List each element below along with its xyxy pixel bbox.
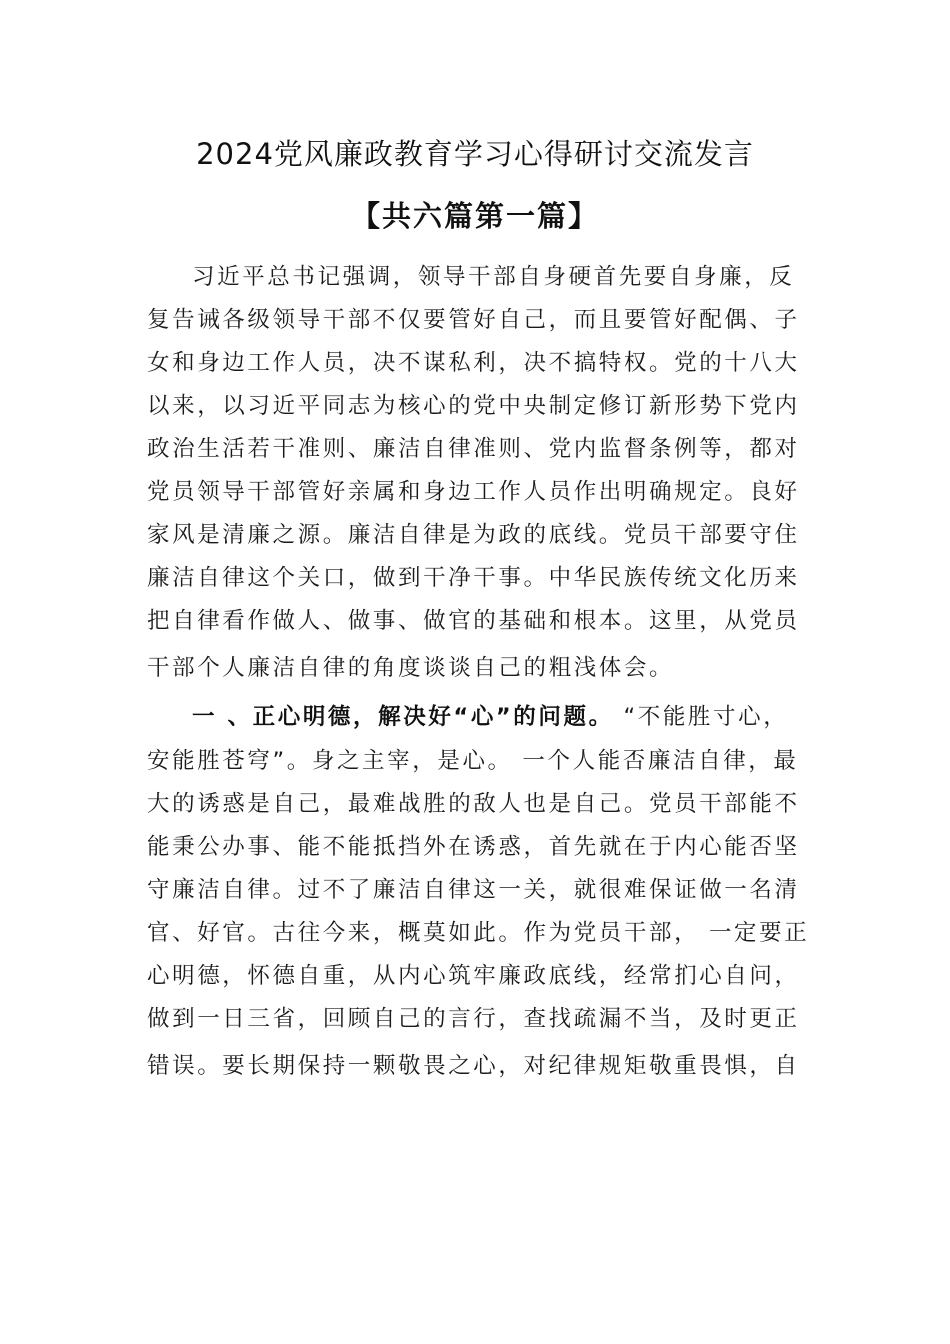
- paragraph-line: 以来，以习近平同志为核心的党中央制定修订新形势下党内: [147, 393, 800, 419]
- paragraph-line: 习近平总书记强调，领导干部自身硬首先要自身廉，反: [192, 264, 795, 290]
- paragraph-line: 复告诫各级领导干部不仅要管好自己，而且要管好配偶、子: [147, 307, 800, 333]
- paragraph-line: 党员领导干部管好亲属和身边工作人员作出明确规定。良好: [147, 479, 800, 505]
- paragraph-line: 错误。要长期保持一颗敬畏之心，对纪律规矩敬重畏惧，自: [147, 1053, 800, 1079]
- paragraph-line: 官、好官。古往今来，概莫如此。作为党员干部， 一定要正: [147, 920, 810, 946]
- section-heading-line: [192, 700, 788, 734]
- paragraph-line: 心明德，怀德自重，从内心筑牢廉政底线，经常扪心自问，: [147, 963, 800, 989]
- paragraph-line: 政治生活若干准则、廉洁自律准则、党内监督条例等，都对: [147, 436, 800, 462]
- paragraph-line: 把自律看作做人、做事、做官的基础和根本。这里，从党员: [147, 608, 800, 634]
- paragraph-line: 能秉公办事、能不能抵挡外在诱惑，首先就在于内心能否坚: [147, 834, 800, 860]
- paragraph-line: 安能胜苍穹”。身之主宰，是心。 一个人能否廉洁自律，最: [147, 748, 799, 774]
- paragraph-line: 守廉洁自律。过不了廉洁自律这一关，就很难保证做一名清: [147, 877, 800, 903]
- section-heading: 一 、正心明德，解决好“心”的问题。: [192, 704, 614, 730]
- paragraph-line: 大的诱惑是自己，最难战胜的敌人也是自己。党员干部能不: [147, 791, 800, 817]
- document-subtitle: 【共六篇第一篇】: [350, 199, 599, 233]
- paragraph-line: 廉洁自律这个关口，做到干净干事。中华民族传统文化历来: [147, 565, 800, 591]
- paragraph-line: 女和身边工作人员，决不谋私利，决不搞特权。党的十八大: [147, 350, 800, 376]
- document-title: 2024党风廉政教育学习心得研讨交流发言: [196, 137, 754, 171]
- paragraph-line: 干部个人廉洁自律的角度谈谈自己的粗浅体会。: [147, 655, 675, 681]
- section-heading-rest: “不能胜寸心，: [613, 704, 789, 730]
- paragraph-line: 家风是清廉之源。廉洁自律是为政的底线。党员干部要守住: [147, 522, 800, 548]
- paragraph-line: 做到一日三省，回顾自己的言行，查找疏漏不当，及时更正: [147, 1006, 800, 1032]
